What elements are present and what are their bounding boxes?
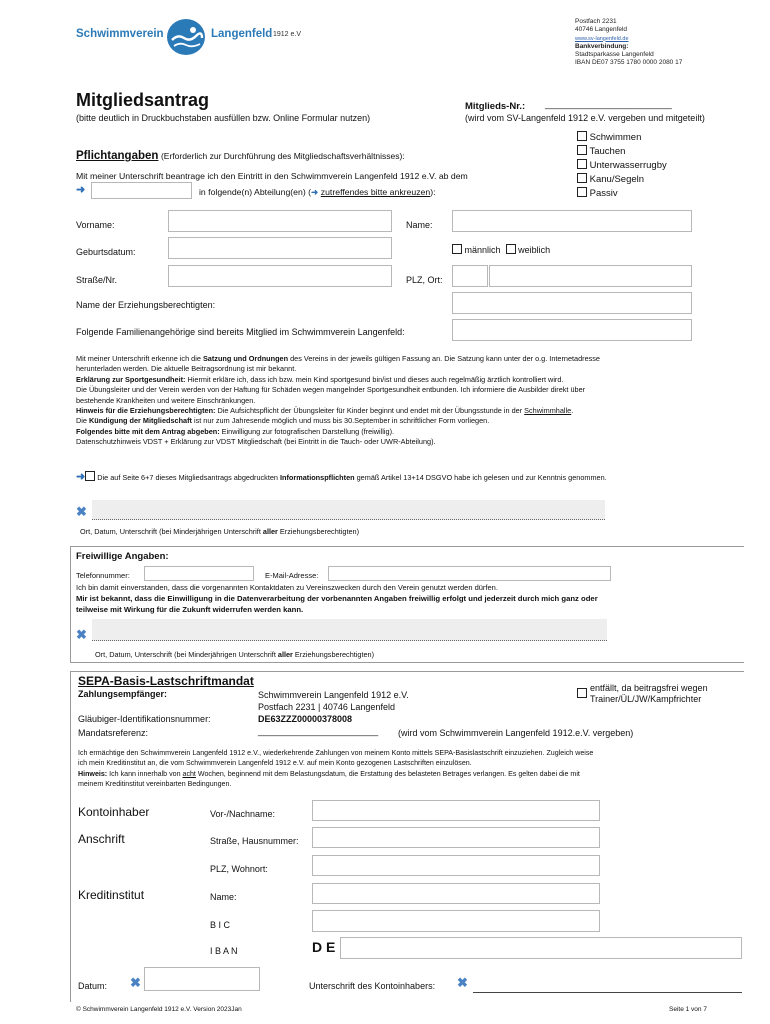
arrow-right-icon: ➜ (311, 187, 319, 197)
mandate-line: ________________________ (258, 726, 379, 736)
terms-line: Die Kündigung der Mitgliedschaft ist nur zum Jahresende möglich und muss bis 30.September in schriftlicher Form vorliegen. (76, 416, 490, 426)
department-item[interactable]: Unterwasserrugby (577, 159, 667, 173)
required-heading (76, 150, 405, 162)
org-name-left: Schwimmverein (76, 28, 164, 40)
creditor-id: DE63ZZZ00000378008 (258, 714, 353, 724)
ort-input[interactable] (489, 265, 692, 287)
consent-text: Ich bin damit einverstanden, dass die vorgenannten Kontaktdaten zu Vereinszwecken durch den Verein genutzt werden dürfen. (76, 583, 498, 592)
signature-x-icon: ✖ (76, 627, 87, 642)
sepa-date-label: Datum: (78, 981, 108, 991)
voluntary-notice-2: teilweise mit Wirkung für die Zukunft widerrufen werden kann. (76, 605, 304, 614)
page-subtitle: (bitte deutlich in Druckbuchstaben ausfüllen bzw. Online Formular nutzen) (76, 113, 371, 123)
sepa-heading: SEPA-Basis-Lastschriftmandat (78, 674, 254, 688)
name-label: Name: (406, 220, 433, 230)
signature-x-icon: ✖ (76, 504, 87, 519)
department-checkbox[interactable] (577, 173, 587, 183)
female-label: weiblich (518, 245, 551, 255)
footer-copyright: © Schwimmverein Langenfeld 1912 e.V. Version 2023Jan (76, 1006, 242, 1013)
logo-icon (166, 18, 206, 56)
exempt-option (577, 683, 708, 705)
holder-street-input[interactable] (312, 827, 600, 848)
exempt-checkbox[interactable] (577, 688, 587, 698)
member-no-line: ________________________ (545, 99, 672, 110)
signature-line-2[interactable] (92, 619, 607, 641)
terms-line: Die Übungsleiter und der Verein werden von der Haftung für Schäden wegen mangelnder Sportgesundheit entbunden. Ich informiere die Ausbilder direkt über (76, 385, 586, 395)
payee-label: Zahlungsempfänger: (78, 689, 168, 699)
info-duty-checkbox[interactable] (85, 471, 95, 481)
bic-input[interactable] (312, 910, 600, 932)
terms-line: Datenschutzhinweis VDST + Erklärung zur VDST Mitgliedschaft (bei Eintritt in die Tauch- oder UWR-Abteilung). (76, 437, 436, 447)
gender-options (452, 244, 550, 255)
bank-name-label: Name: (210, 892, 237, 902)
iban-input[interactable] (340, 937, 742, 959)
holder-street-label: Straße, Hausnummer: (210, 836, 299, 846)
mandate-label: Mandatsreferenz: (78, 728, 149, 738)
bank-name-input[interactable] (312, 883, 600, 904)
female-checkbox[interactable] (506, 244, 516, 254)
header-address-block (575, 18, 682, 68)
bank-name: Stadtsparkasse Langenfeld (575, 51, 654, 59)
plz-ort-label: PLZ, Ort: (406, 275, 443, 285)
bank-heading: Kreditinstitut (78, 888, 145, 902)
department-checkbox[interactable] (577, 131, 587, 141)
department-sentence: in folgende(n) Abteilung(en) (➜ zutreffendes bitte ankreuzen): (199, 187, 436, 197)
holder-signature-line[interactable] (473, 966, 742, 993)
entry-date-input[interactable] (91, 182, 192, 199)
signature-x-icon: ✖ (457, 975, 468, 990)
department-list (577, 131, 667, 201)
male-checkbox[interactable] (452, 244, 462, 254)
department-item[interactable]: Passiv (577, 187, 667, 201)
exempt-text-1: entfällt, da beitragsfrei wegen (590, 683, 708, 693)
org-name-right: Langenfeld (211, 28, 273, 40)
geburtsdatum-input[interactable] (168, 237, 392, 259)
address-heading: Anschrift (78, 832, 125, 846)
address-line: 40746 Langenfeld (575, 26, 628, 34)
info-duty-row: ➜ Die auf Seite 6+7 dieses Mitgliedsantrags abgedruckten Informationspflichten gemäß Artikel 13+14 DSGVO habe ich gelesen und zur Kenntnis genommen. (76, 471, 607, 483)
holder-city-input[interactable] (312, 855, 600, 876)
account-holder-heading: Kontoinhaber (78, 805, 150, 819)
holder-signature-label: Unterschrift des Kontoinhabers: (309, 981, 436, 991)
sepa-date-input[interactable] (144, 967, 260, 991)
iban-label: I B A N (210, 946, 238, 956)
vorname-input[interactable] (168, 210, 392, 232)
plz-input[interactable] (452, 265, 488, 287)
department-item[interactable]: Schwimmen (577, 131, 667, 145)
department-checkbox[interactable] (577, 187, 587, 197)
voluntary-notice-1: Mir ist bekannt, dass die Einwilligung in die Datenverarbeitung der vorbenannten Angaben freiwillig erfolgt und jederzeit durch mich ganz oder (76, 594, 598, 603)
member-no-label: Mitglieds-Nr.: (465, 101, 526, 112)
iban-text: IBAN DE07 3755 1780 0000 2080 17 (575, 59, 683, 67)
signature-line-1[interactable] (92, 500, 605, 520)
sepa-authorization: Ich ermächtige den Schwimmverein Langenfeld 1912 e.V., wiederkehrende Zahlungen von meinem Konto mittels SEPA-Basislastschrift einzuziehen. Zugleich weise ich mein Kreditinstitut an, die vom Schwimmverein Langenfeld 1912 e.V. auf mein Konto gezogenen Lastschriften einzulösen. Hinweis: Ich kann innerhalb von acht Wochen, beginnend mit dem Belastungsdatum, die Erstattung des belasteten Betrages verlangen. Es gelten dabei die mit meinem Kreditinstitut vereinbarten Bedingungen. (78, 749, 594, 788)
terms-line: bestehende Krankheiten und weitere Einschränkungen. (76, 395, 256, 405)
holder-city-label: PLZ, Wohnort: (210, 864, 268, 874)
voluntary-heading: Freiwillige Angaben: (76, 551, 169, 562)
department-item[interactable]: Kanu/Segeln (577, 173, 667, 187)
family-label: Folgende Familienangehörige sind bereits Mitglied im Schwimmverein Langenfeld: (76, 327, 405, 337)
terms-line: Mit meiner Unterschrift erkenne ich die Satzung und Ordnungen des Vereins in der jeweils gültigen Fassung an. Die Satzung kann unter der o.g. Internetadresse (76, 354, 600, 363)
website-link[interactable]: www.sv-langenfeld.de (575, 35, 629, 42)
terms-line: Erklärung zur Sportgesundheit: Hiermit erkläre ich, dass ich bzw. mein Kind sportgesund bin/ist und dieses auch regelmäßig ärztlich kontrolliert wird. (76, 374, 564, 384)
name-input[interactable] (452, 210, 692, 232)
guardian-label: Name der Erziehungsberechtigten: (76, 300, 216, 310)
creditor-label: Gläubiger-Identifikationsnummer: (78, 714, 211, 724)
holder-name-input[interactable] (312, 800, 600, 821)
department-checkbox[interactable] (577, 145, 587, 155)
email-input[interactable] (328, 566, 611, 581)
phone-label: Telefonnummer: (76, 571, 130, 580)
signature-x-icon: ✖ (130, 975, 141, 990)
arrow-right-icon: ➜ (76, 184, 86, 196)
strasse-input[interactable] (168, 265, 392, 287)
mandate-note: (wird vom Schwimmverein Langenfeld 1912.e.V. vergeben) (398, 728, 634, 738)
exempt-text-2: Trainer/ÜL/JW/Kampfrichter (590, 694, 702, 704)
footer-page-number: Seite 1 von 7 (669, 1006, 707, 1013)
strasse-label: Straße/Nr. (76, 275, 118, 285)
department-checkbox[interactable] (577, 159, 587, 169)
holder-name-label: Vor-/Nachname: (210, 809, 276, 819)
arrow-right-icon: ➜ (76, 471, 86, 483)
geburtsdatum-label: Geburtsdatum: (76, 247, 136, 257)
required-heading-note: (Erforderlich zur Durchführung des Mitgliedschaftsverhältnisses): (160, 151, 405, 161)
member-no-note: (wird vom SV-Langenfeld 1912 e.V. vergeben und mitgeteilt) (465, 113, 705, 123)
vorname-label: Vorname: (76, 220, 115, 230)
payee-name: Schwimmverein Langenfeld 1912 e.V. (258, 690, 409, 700)
address-line: Postfach 2231 (575, 18, 617, 25)
guardian-input[interactable] (452, 292, 692, 314)
terms-line: Folgendes bitte mit dem Antrag abgeben: Einwilligung zur fotografischen Darstellung (freiwillig). (76, 426, 395, 436)
bic-label: B I C (210, 920, 231, 930)
male-label: männlich (464, 245, 501, 255)
org-year: 1912 e.V (273, 31, 302, 38)
signature-caption-1: Ort, Datum, Unterschrift (bei Minderjährigen Unterschrift aller Erziehungsberechtigten) (80, 527, 360, 536)
bank-label: Bankverbindung: (575, 42, 629, 50)
entry-sentence: Mit meiner Unterschrift beantrage ich den Eintritt in den Schwimmverein Langenfeld 1912 e.V. ab dem (76, 171, 468, 181)
terms-block (76, 354, 744, 448)
phone-input[interactable] (144, 566, 254, 581)
payee-address: Postfach 2231 | 40746 Langenfeld (258, 702, 395, 712)
terms-line: Hinweis für die Erziehungsberechtigten: Die Aufsichtspflicht der Übungsleiter für Kinder beginnt und endet mit der Übungsstunde in der Schwimmhalle. (76, 406, 574, 416)
terms-line: herunterladen werden. Die aktuelle Beitragsordnung ist mir bekannt. (76, 364, 297, 374)
iban-prefix: D E (312, 939, 336, 955)
signature-caption-2: Ort, Datum, Unterschrift (bei Minderjährigen Unterschrift aller Erziehungsberechtigten) (95, 650, 375, 659)
family-input[interactable] (452, 319, 692, 341)
department-item[interactable]: Tauchen (577, 145, 667, 159)
email-label: E-Mail-Adresse: (265, 571, 319, 580)
required-heading-title: Pflichtangaben (76, 150, 159, 162)
page-title: Mitgliedsantrag (76, 90, 210, 110)
